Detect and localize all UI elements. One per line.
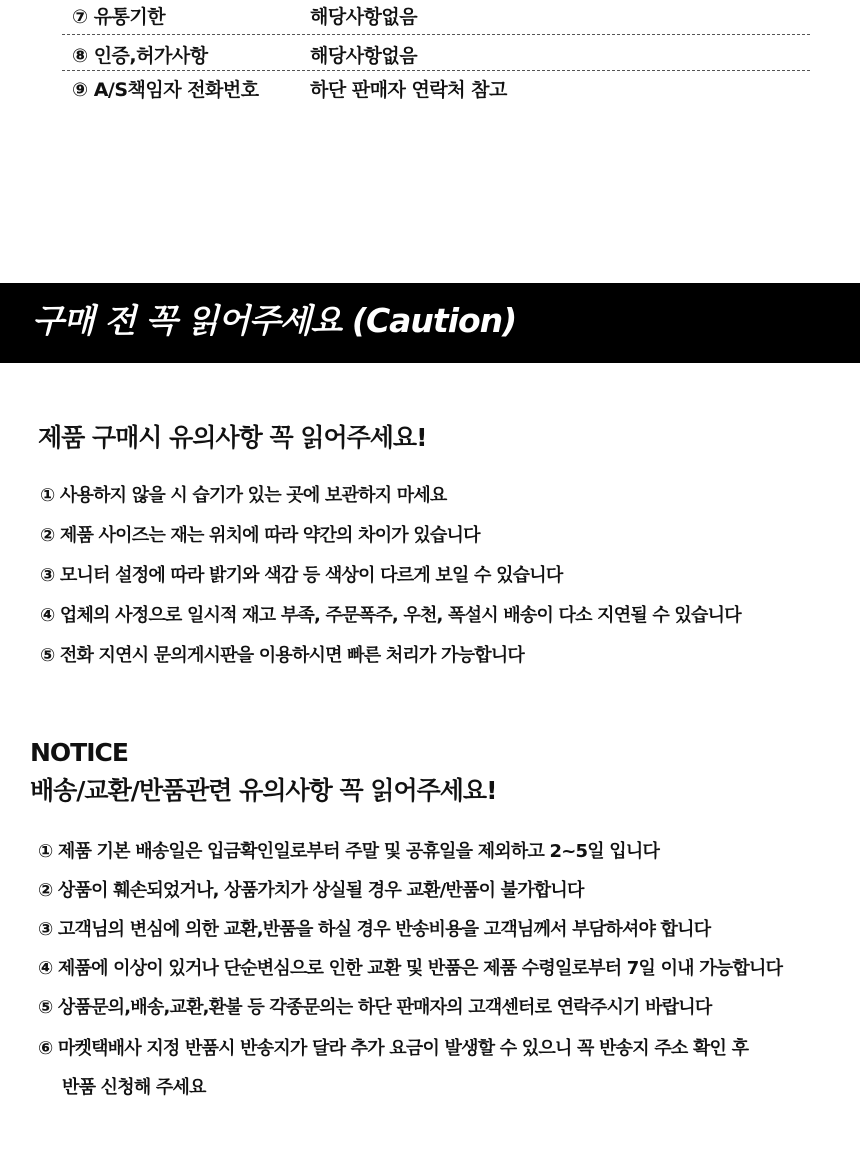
info-value-as-contact: 하단 판매자 연락처 참고 (310, 79, 507, 101)
info-label-as-contact: ⑨ A/S책임자 전화번호 (72, 79, 259, 101)
caution-heading: 제품 구매시 유의사항 꼭 읽어주세요! (38, 423, 427, 452)
caution-item: ③ 모니터 설정에 따라 밝기와 색감 등 색상이 다르게 보일 수 있습니다 (40, 565, 563, 586)
info-value-certification: 해당사항없음 (310, 45, 418, 67)
info-row-expiry (62, 0, 810, 35)
info-label-certification: ⑧ 인증,허가사항 (72, 45, 208, 67)
notice-label: NOTICE (30, 738, 128, 767)
info-label-expiry: ⑦ 유통기한 (72, 6, 166, 28)
caution-item: ⑤ 전화 지연시 문의게시판을 이용하시면 빠른 처리가 가능합니다 (40, 645, 524, 666)
caution-item: ① 사용하지 않을 시 습기가 있는 곳에 보관하지 마세요 (40, 485, 447, 506)
caution-banner-title: 구매 전 꼭 읽어주세요 (Caution) (32, 301, 517, 340)
notice-item-continued: 반품 신청해 주세요 (62, 1077, 206, 1098)
caution-item: ④ 업체의 사정으로 일시적 재고 부족, 주문폭주, 우천, 폭설시 배송이 다소 지연될 수 있습니다 (40, 605, 741, 626)
notice-item: ⑥ 마켓택배사 지정 반품시 반송지가 달라 추가 요금이 발생할 수 있으니 꼭 반송지 주소 확인 후 (38, 1038, 749, 1059)
notice-item: ③ 고객님의 변심에 의한 교환,반품을 하실 경우 반송비용을 고객님께서 부담하셔야 합니다 (38, 919, 711, 940)
caution-banner (0, 283, 860, 363)
notice-item: ① 제품 기본 배송일은 입금확인일로부터 주말 및 공휴일을 제외하고 2~5일 입니다 (38, 841, 660, 862)
notice-item: ④ 제품에 이상이 있거나 단순변심으로 인한 교환 및 반품은 제품 수령일로부터 7일 이내 가능합니다 (38, 958, 783, 979)
info-row-certification (62, 35, 810, 71)
caution-item: ② 제품 사이즈는 재는 위치에 따라 약간의 차이가 있습니다 (40, 525, 480, 546)
notice-heading: 배송/교환/반품관련 유의사항 꼭 읽어주세요! (30, 776, 497, 805)
notice-item: ⑤ 상품문의,배송,교환,환불 등 각종문의는 하단 판매자의 고객센터로 연락주시기 바랍니다 (38, 997, 712, 1018)
notice-item: ② 상품이 훼손되었거나, 상품가치가 상실될 경우 교환/반품이 불가합니다 (38, 880, 584, 901)
product-info-table (62, 0, 810, 106)
info-value-expiry: 해당사항없음 (310, 6, 418, 28)
info-row-as-contact (62, 71, 810, 106)
